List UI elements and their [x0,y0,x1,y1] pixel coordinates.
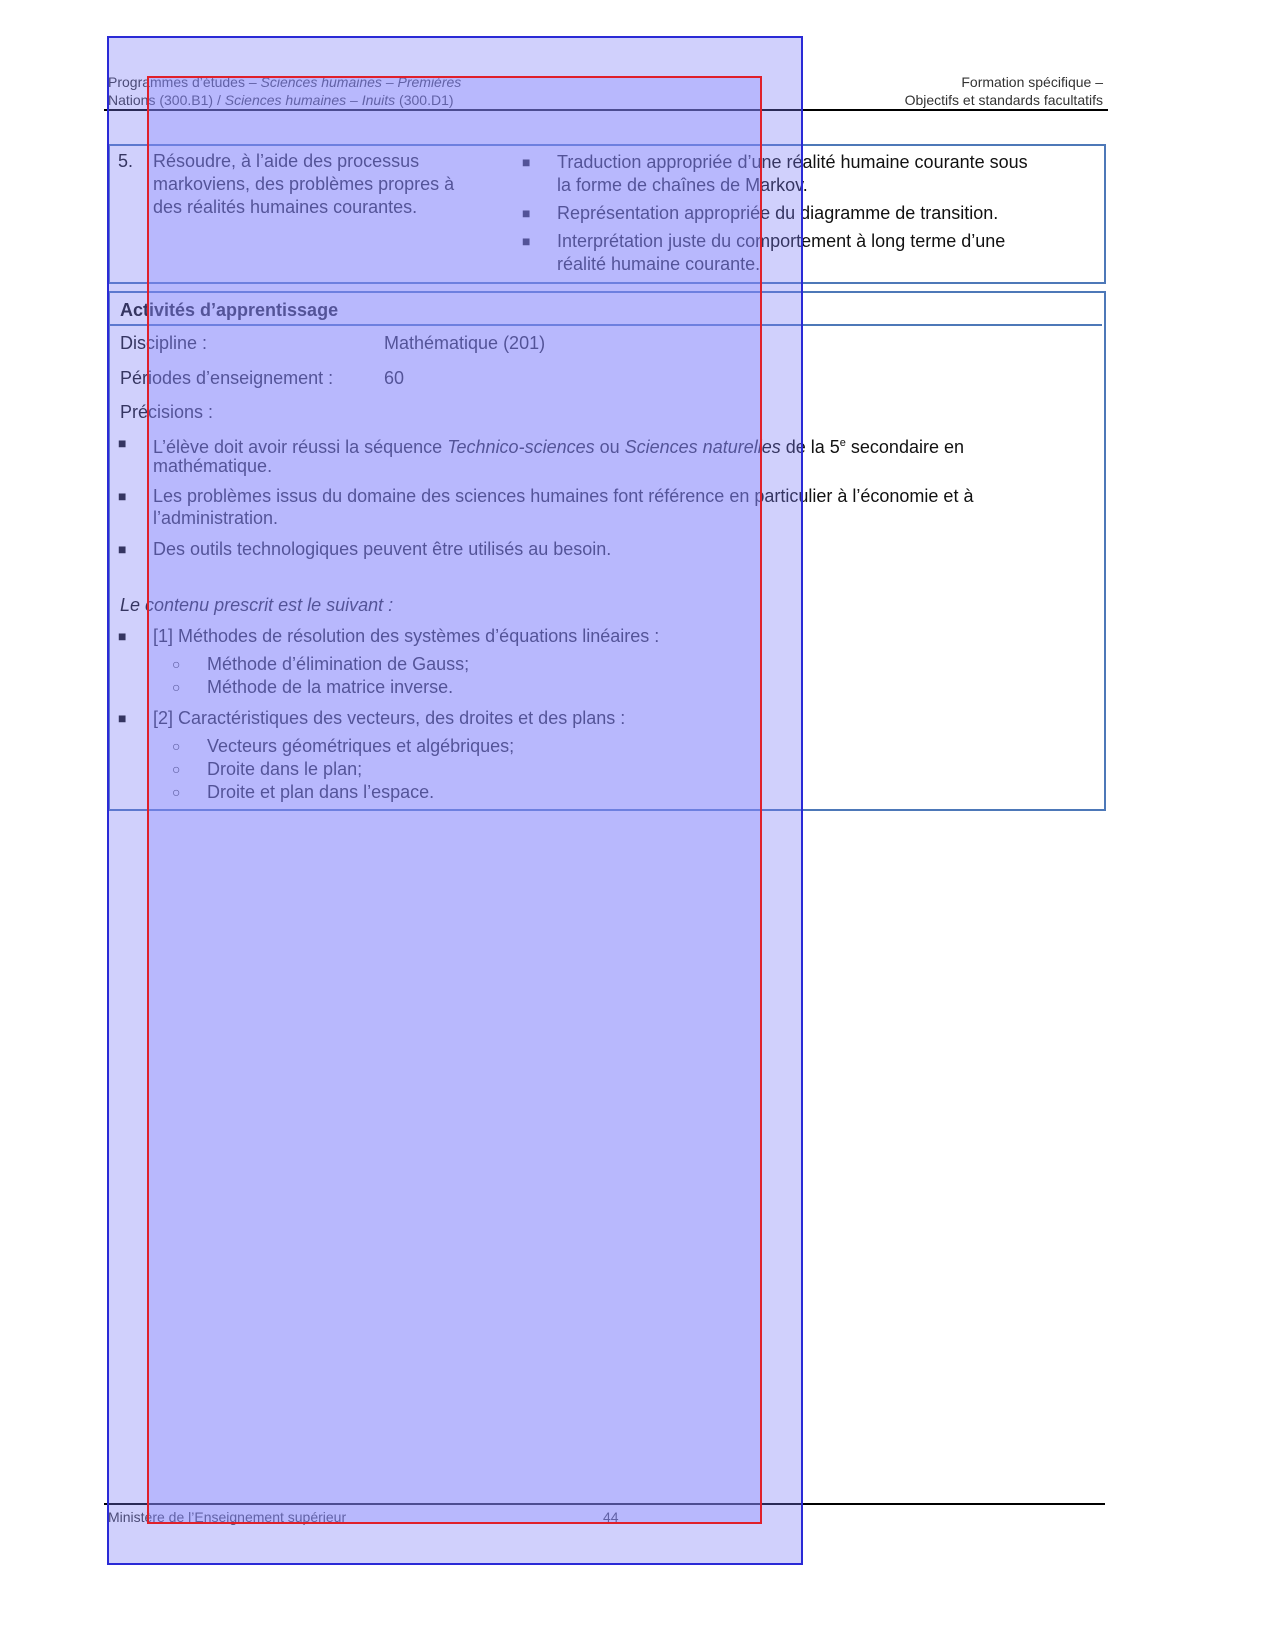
bullet-icon: ■ [118,435,127,451]
discipline-value: Mathématique (201) [384,333,546,353]
text-run: ou [594,437,625,457]
text-run: Sciences naturelles [624,437,781,457]
precision-line: mathématique. [153,456,273,476]
precision-line: Les problèmes issus du domaine des sciences humaines font référence en particulier à l’économie et à [153,486,974,506]
content-label: [2] Caractéristiques des vecteurs, des droites et des plans : [153,708,626,728]
objective-number: 5. [118,151,134,171]
criterion-line: Interprétation juste du comportement à long terme d’une [557,231,1006,251]
content-item: Méthode d’élimination de Gauss; [207,654,470,674]
content-item: Droite et plan dans l’espace. [207,782,435,802]
bullet-icon: ■ [522,233,531,249]
header-text: Programmes d’études – [108,74,261,90]
sub-bullet-icon: ○ [172,679,181,695]
header-text: Sciences humaines – Inuits [224,92,396,108]
sub-bullet-icon: ○ [172,656,181,672]
objective-line: Résoudre, à l’aide des processus [153,151,420,171]
discipline-label: Discipline : [120,333,208,353]
criterion-line: Représentation appropriée du diagramme de transition. [557,203,999,223]
content-item: Méthode de la matrice inverse. [207,677,454,697]
text-run: de la 5 [780,437,840,457]
activities-title: Activités d’apprentissage [120,300,339,320]
bullet-icon: ■ [118,710,127,726]
periods-label: Périodes d’enseignement : [120,368,334,388]
running-header-right-1: Formation spécifique – [961,74,1103,90]
sub-bullet-icon: ○ [172,761,181,777]
text-run: secondaire en [845,437,964,457]
running-header-right-2: Objectifs et standards facultatifs [904,92,1103,108]
sub-bullet-icon: ○ [172,738,181,754]
content-intro: Le contenu prescrit est le suivant : [120,595,394,615]
bullet-icon: ■ [522,154,531,170]
footer-left: Ministère de l’Enseignement supérieur [108,1509,347,1525]
header-text: (300.D1) [395,92,454,108]
text-run: Technico-sciences [447,437,595,457]
superscript: e [839,437,846,449]
sub-bullet-icon: ○ [172,784,181,800]
header-text: Sciences humaines – Premières [260,74,462,90]
bullet-icon: ■ [522,205,531,221]
precision-line: Des outils technologiques peuvent être utilisés au besoin. [153,539,612,559]
bullet-icon: ■ [118,628,127,644]
periods-value: 60 [384,368,405,388]
precision-line: l’administration. [153,508,279,528]
text-run: L’élève doit avoir réussi la séquence [153,437,448,457]
precisions-label: Précisions : [120,402,214,422]
objective-line: markoviens, des problèmes propres à [153,174,455,194]
criterion-line: la forme de chaînes de Markov. [557,175,808,195]
selection-rectangle [147,76,762,1524]
criterion-line: réalité humaine courante. [557,254,761,274]
bullet-icon: ■ [118,541,127,557]
criterion-line: Traduction appropriée d’une réalité humaine courante sous [557,152,1028,172]
content-item: Vecteurs géométriques et algébriques; [207,736,515,756]
page-number: 44 [603,1509,619,1525]
header-text: Nations (300.B1) / [108,92,225,108]
bullet-icon: ■ [118,488,127,504]
content-item: Droite dans le plan; [207,759,363,779]
objective-line: des réalités humaines courantes. [153,197,418,217]
content-label: [1] Méthodes de résolution des systèmes d’équations linéaires : [153,626,660,646]
